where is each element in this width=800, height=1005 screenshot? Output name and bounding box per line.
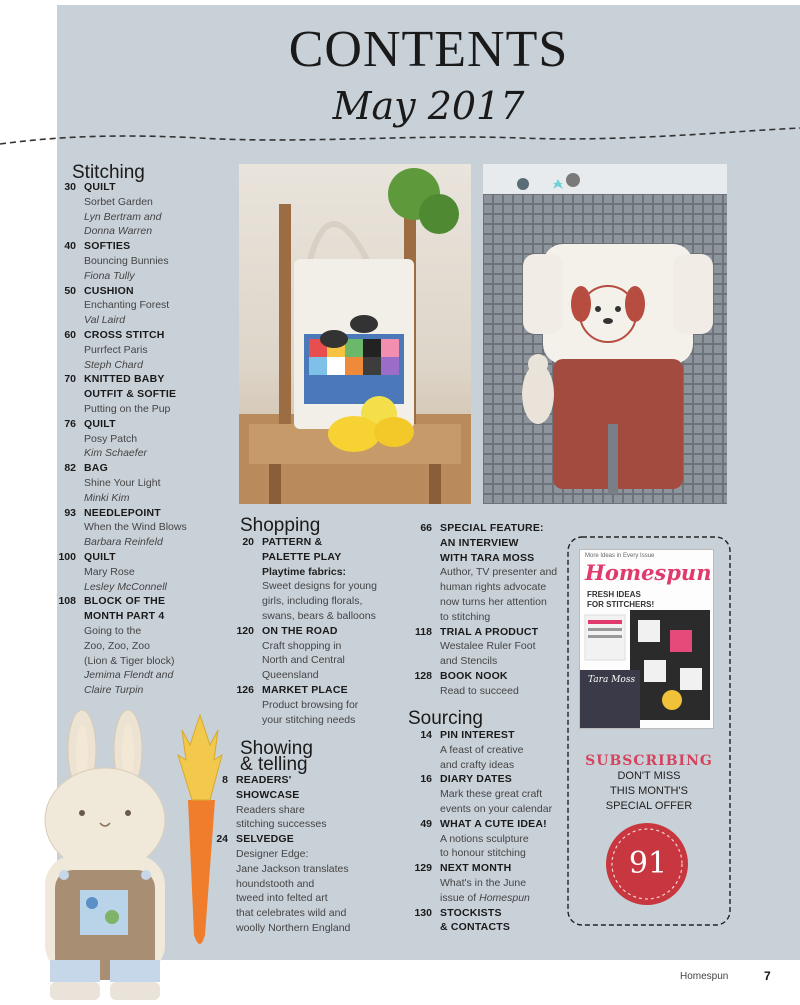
entry-author: Minki Kim — [84, 491, 130, 504]
entry-category: PIN INTEREST — [440, 729, 515, 741]
entry-title: Mary Rose — [84, 565, 135, 578]
contents-entry[interactable] — [396, 625, 538, 669]
entry-title: that celebrates wild and — [236, 907, 347, 920]
entry-author: Lyn Bertram and — [84, 210, 162, 223]
entry-title: Bouncing Bunnies — [84, 254, 169, 267]
entry-category: WITH TARA MOSS — [440, 551, 535, 564]
entry-author: Barbara Reinfeld — [84, 536, 163, 549]
contents-entry[interactable] — [218, 535, 377, 624]
entry-page-number: 76 — [64, 417, 76, 430]
entry-category: BLOCK OF THE — [84, 595, 166, 608]
entry-title-italic: Homespun — [479, 891, 530, 904]
entry-category: QUILT — [84, 417, 116, 430]
contents-entry[interactable] — [396, 728, 523, 772]
entry-title: Putting on the Pup — [84, 402, 171, 415]
entry-author: Claire Turpin — [84, 684, 144, 697]
tote-bag-photo — [239, 164, 471, 504]
entry-category: NEEDLEPOINT — [84, 506, 161, 519]
page-title: CONTENTS — [288, 21, 569, 78]
section-heading-showing: Showing — [240, 738, 313, 759]
entry-title: Sweet designs for young — [262, 580, 377, 593]
entry-category: WHAT A CUTE IDEA! — [440, 817, 547, 830]
entry-page-number: 108 — [58, 595, 76, 608]
cover-brand: Homespun — [585, 560, 712, 585]
entry-highlight: Playtime fabrics: — [262, 565, 347, 578]
subscribing-heading: SUBSCRIBING — [585, 753, 713, 769]
entry-title: Westalee Ruler Foot — [440, 640, 536, 653]
entry-title: human rights advocate — [440, 581, 547, 594]
entry-page-number: 60 — [64, 329, 76, 341]
entry-title: and Stencils — [440, 655, 498, 668]
entry-category: SPECIAL FEATURE: — [440, 522, 544, 534]
entry-author: Donna Warren — [84, 225, 153, 238]
section-heading-telling: & telling — [240, 754, 308, 775]
cover-tagline: More Ideas in Every Issue — [585, 553, 655, 559]
entry-title: Craft shopping in — [262, 639, 342, 652]
entry-category: QUILT — [84, 181, 116, 193]
contents-entry[interactable] — [396, 861, 530, 905]
entry-page-number: 49 — [420, 817, 432, 830]
contents-entry[interactable] — [396, 772, 552, 816]
offer-page-number: 91 — [628, 846, 668, 881]
entry-page-number: 24 — [216, 833, 228, 846]
entry-title: Queensland — [262, 669, 319, 682]
baby-outfit-photo — [483, 164, 727, 504]
entry-page-number: 30 — [64, 181, 76, 193]
entry-title: houndstooth and — [236, 877, 315, 890]
entry-title: to honour stitching — [440, 847, 526, 860]
entry-title: Shine Your Light — [84, 476, 161, 489]
entry-title: A notions sculpture — [440, 832, 529, 845]
entry-title: swans, bears & balloons — [262, 609, 376, 622]
contents-entry[interactable] — [396, 669, 519, 699]
entry-category: ON THE ROAD — [262, 624, 338, 637]
entry-category: AN INTERVIEW — [440, 536, 519, 549]
contents-entry[interactable] — [218, 624, 345, 683]
cover-headline-1: FRESH IDEAS — [587, 590, 641, 599]
entry-author: Kim Schaefer — [84, 447, 148, 460]
entry-title: North and Central — [262, 654, 345, 667]
entry-author: Fiona Tully — [84, 269, 135, 282]
entry-title: now turns her attention — [440, 595, 547, 608]
entry-title: tweed into felted art — [236, 892, 328, 905]
contents-entry[interactable] — [40, 180, 161, 239]
contents-entry[interactable] — [40, 550, 167, 594]
entry-category: SOFTIES — [84, 240, 131, 253]
entry-category: CROSS STITCH — [84, 329, 165, 341]
cover-quilt-art — [580, 550, 713, 728]
entry-category: READERS' — [236, 774, 292, 786]
baby-outfit-illustration — [483, 164, 727, 504]
entry-title: Going to the — [84, 624, 142, 637]
entry-category: NEXT MONTH — [440, 862, 512, 875]
bunny-softie-illustration — [0, 705, 240, 1005]
entry-category: SHOWCASE — [236, 788, 300, 801]
entry-title: girls, including florals, — [262, 595, 363, 608]
entry-title: stitching successes — [236, 818, 327, 831]
entry-title: Read to succeed — [440, 684, 519, 697]
entry-title: your stitching needs — [262, 713, 356, 726]
entry-title: Product browsing for — [262, 698, 359, 711]
entry-title: What's in the June — [440, 876, 527, 889]
issue-date: May 2017 — [332, 84, 525, 128]
entry-page-number: 14 — [420, 729, 432, 741]
entry-title: Readers share — [236, 803, 305, 816]
entry-page-number: 130 — [414, 906, 432, 919]
entry-category: PATTERN & — [262, 536, 323, 548]
entry-category: KNITTED BABY — [84, 373, 165, 386]
entry-page-number: 66 — [420, 522, 432, 534]
contents-entry[interactable] — [396, 906, 510, 936]
entry-author: Steph Chard — [84, 358, 143, 371]
entry-category: DIARY DATES — [440, 773, 513, 786]
entry-page-number: 93 — [64, 506, 76, 519]
dashed-stitch-line — [0, 122, 800, 162]
entry-page-number: 129 — [414, 862, 432, 875]
contents-entry[interactable] — [40, 417, 147, 461]
entry-category: BAG — [84, 462, 108, 475]
entry-title: A feast of creative — [440, 743, 524, 756]
footer-brand: Homespun — [680, 971, 729, 982]
entry-title: Designer Edge: — [236, 847, 309, 860]
tote-bag-illustration — [239, 164, 471, 504]
entry-category: PALETTE PLAY — [262, 550, 342, 563]
cover-headline-2: FOR STITCHERS! — [587, 600, 655, 609]
entry-page-number: 120 — [236, 624, 254, 637]
entry-page-number: 82 — [64, 462, 76, 475]
entry-title: to stitching — [440, 610, 491, 623]
entry-category: BOOK NOOK — [440, 670, 508, 682]
subscribe-line-3: SPECIAL OFFER — [605, 800, 693, 812]
subscribe-line-1: DON'T MISS — [617, 770, 681, 782]
subscribe-line-2: THIS MONTH'S — [610, 785, 688, 797]
contents-entry[interactable] — [396, 817, 547, 861]
entry-title: woolly Northern England — [236, 921, 351, 934]
entry-page-number: 128 — [414, 670, 432, 682]
footer-page-number: 7 — [764, 969, 771, 983]
entry-page-number: 70 — [64, 373, 76, 386]
entry-page-number: 8 — [222, 774, 228, 786]
entry-title: Jane Jackson translates — [236, 862, 349, 875]
entry-title-text: issue of — [440, 891, 480, 904]
entry-title: When the Wind Blows — [84, 521, 187, 534]
contents-entry[interactable] — [40, 461, 160, 505]
entry-category: & CONTACTS — [440, 921, 511, 934]
entry-title: Sorbet Garden — [84, 195, 153, 208]
entry-category: MONTH PART 4 — [84, 610, 165, 623]
entry-category: OUTFIT & SOFTIE — [84, 388, 177, 401]
entry-page-number: 16 — [420, 773, 432, 786]
entry-title — [440, 891, 530, 906]
contents-entry[interactable] — [40, 239, 169, 283]
entry-title: events on your calendar — [440, 802, 553, 815]
entry-author: Jemima Flendt and — [84, 669, 174, 682]
contents-entry[interactable] — [40, 594, 174, 698]
entry-page-number: 50 — [64, 284, 76, 297]
entry-title: Mark these great craft — [440, 788, 543, 801]
entry-page-number: 20 — [242, 536, 254, 548]
contents-entry[interactable] — [396, 521, 557, 625]
entry-category: CUSHION — [84, 284, 134, 297]
entry-category: MARKET PLACE — [262, 684, 348, 696]
entry-title: Posy Patch — [84, 432, 138, 445]
contents-entry[interactable] — [40, 506, 187, 550]
entry-category: SELVEDGE — [236, 833, 295, 846]
entry-category: QUILT — [84, 551, 116, 563]
entry-title: (Lion & Tiger block) — [84, 654, 175, 667]
entry-title: and crafty ideas — [440, 758, 515, 771]
entry-author: Val Laird — [84, 314, 126, 327]
contents-entry[interactable] — [40, 372, 176, 416]
magazine-cover[interactable] — [580, 550, 713, 728]
entry-page-number: 100 — [58, 551, 76, 563]
entry-category: STOCKISTS — [440, 906, 502, 919]
contents-entry[interactable] — [40, 284, 169, 328]
section-heading-stitching: Stitching — [72, 162, 145, 183]
section-heading-shopping: Shopping — [240, 515, 321, 536]
entry-page-number: 40 — [64, 240, 76, 253]
entry-title: Enchanting Forest — [84, 299, 170, 312]
entry-title: Zoo, Zoo, Zoo — [84, 639, 150, 652]
entry-title: Author, TV presenter and — [440, 566, 558, 579]
contents-entry[interactable] — [40, 328, 165, 372]
section-heading-sourcing: Sourcing — [408, 708, 483, 729]
entry-title: Purrfect Paris — [84, 343, 148, 356]
entry-author: Lesley McConnell — [84, 580, 167, 593]
entry-page-number: 126 — [236, 684, 254, 696]
entry-category: TRIAL A PRODUCT — [440, 625, 539, 638]
entry-page-number: 118 — [415, 625, 432, 638]
cover-feature: Tara Moss — [588, 675, 636, 685]
